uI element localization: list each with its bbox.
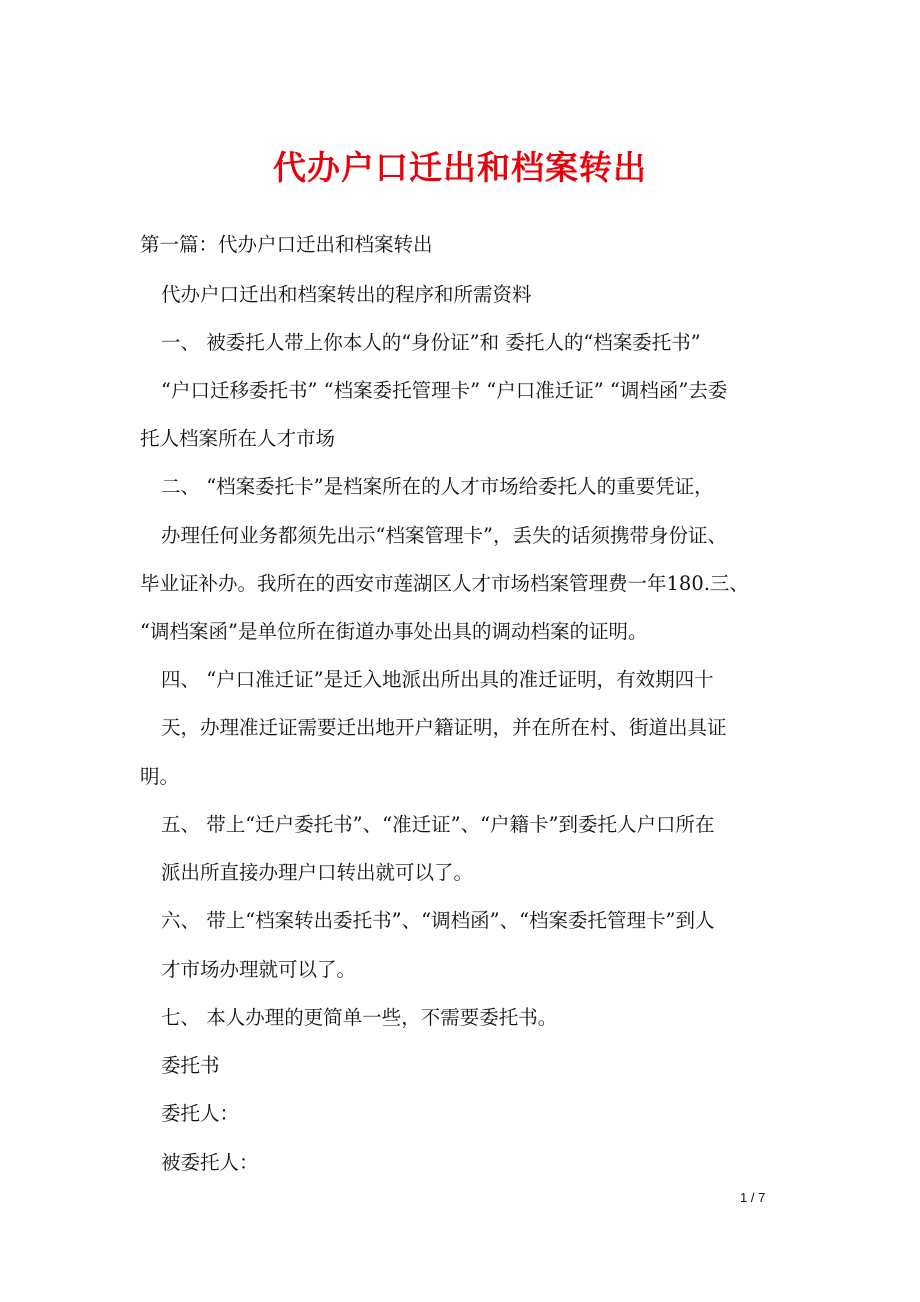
paragraph-line: 第一篇：代办户口迁出和档案转出 <box>140 233 433 256</box>
paragraph-line: 二、 “档案委托卡”是档案所在的人才市场给委托人的重要凭证， <box>161 475 714 498</box>
paragraph-line: 托人档案所在人才市场 <box>140 427 336 450</box>
paragraph-line: “调档案函”是单位所在街道办事处出具的调动档案的证明。 <box>140 620 648 643</box>
paragraph-line: 代办户口迁出和档案转出的程序和所需资料 <box>161 283 532 306</box>
paragraph-line: 六、 带上“档案转出委托书”、“调档函”、“档案委托管理卡”到人 <box>161 909 715 932</box>
paragraph-line: 七、 本人办理的更简单一些，不需要委托书。 <box>161 1006 558 1029</box>
paragraph-line: 一、 被委托人带上你本人的“身份证”和 委托人的“档案委托书” <box>161 331 701 354</box>
paragraph-line: 派出所直接办理户口转出就可以了。 <box>161 861 474 884</box>
document-title: 代办户口迁出和档案转出 <box>273 148 647 187</box>
paragraph-line: 明。 <box>140 765 180 788</box>
paragraph-line: “户口迁移委托书” “档案委托管理卡” “户口准迁证” “调档函”去委 <box>161 379 728 402</box>
page-number: 1 / 7 <box>740 1190 766 1205</box>
paragraph-line: 五、 带上“迁户委托书”、“准迁证”、“户籍卡”到委托人户口所在 <box>161 813 715 836</box>
paragraph-line: 才市场办理就可以了。 <box>161 958 357 981</box>
paragraph-line: 委托人： <box>161 1102 240 1125</box>
paragraph-line: 四、 “户口准迁证”是迁入地派出所出具的准迁证明，有效期四十 <box>161 668 714 691</box>
paragraph-line: 天，办理准迁证需要迁出地开户籍证明，并在所在村、街道出具证 <box>161 716 727 739</box>
paragraph-line: 委托书 <box>161 1054 220 1077</box>
paragraph-line: 被委托人： <box>161 1151 259 1174</box>
paragraph-line: 办理任何业务都须先出示“档案管理卡”，丢失的话须携带身份证、 <box>161 524 727 547</box>
paragraph-line: 毕业证补办。我所在的西安市莲湖区人才市场档案管理费一年180.三、 <box>140 572 749 595</box>
